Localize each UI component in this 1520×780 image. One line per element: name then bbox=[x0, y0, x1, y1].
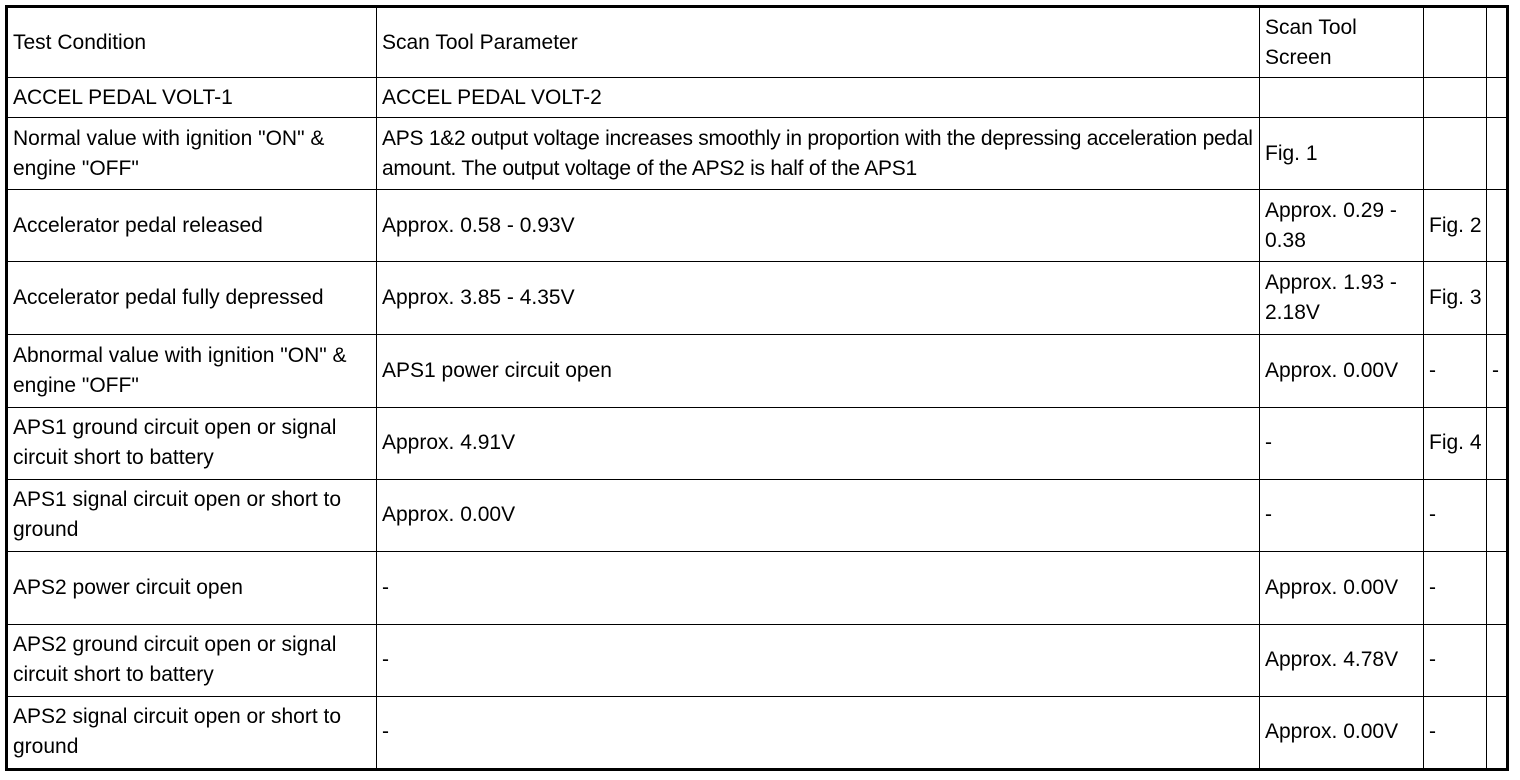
table-cell: - bbox=[1424, 479, 1487, 551]
table-cell bbox=[1487, 551, 1508, 624]
table-cell bbox=[1487, 624, 1508, 696]
table-cell: Approx. 0.00V bbox=[1260, 551, 1424, 624]
table-cell: - bbox=[1260, 407, 1424, 479]
table-cell: Fig. 3 bbox=[1424, 262, 1487, 335]
header-empty-col-5 bbox=[1487, 7, 1508, 78]
table-row bbox=[7, 262, 1508, 335]
scan-tool-table bbox=[5, 5, 1509, 771]
table-cell: - bbox=[377, 696, 1260, 769]
table-row bbox=[7, 118, 1508, 190]
table-row bbox=[7, 696, 1508, 769]
table-cell bbox=[1487, 118, 1508, 190]
table-cell bbox=[1487, 262, 1508, 335]
table-cell: ACCEL PEDAL VOLT-1 bbox=[7, 78, 377, 118]
header-test-condition: Test Condition bbox=[7, 7, 377, 78]
table-cell: APS 1&2 output voltage increases smoothly in proportion with the depressing acceleration pedal amount. The output voltage of the APS2 is half of the APS1 bbox=[377, 118, 1260, 190]
table-cell: Accelerator pedal fully depressed bbox=[7, 262, 377, 335]
table-cell: Approx. 0.58 - 0.93V bbox=[377, 190, 1260, 262]
table-cell: Approx. 0.00V bbox=[1260, 696, 1424, 769]
table-cell: APS2 ground circuit open or signal circuit short to battery bbox=[7, 624, 377, 696]
table-cell bbox=[1487, 78, 1508, 118]
table-cell: Fig. 2 bbox=[1424, 190, 1487, 262]
table-cell: - bbox=[377, 624, 1260, 696]
table-cell: - bbox=[377, 551, 1260, 624]
table-cell: Fig. 1 bbox=[1260, 118, 1424, 190]
header-scan-tool-parameter: Scan Tool Parameter bbox=[377, 7, 1260, 78]
table-row bbox=[7, 551, 1508, 624]
table-cell: Normal value with ignition "ON" & engine "OFF" bbox=[7, 118, 377, 190]
header-scan-tool-screen: Scan Tool Screen bbox=[1260, 7, 1424, 78]
table-cell bbox=[1487, 696, 1508, 769]
table-cell: - bbox=[1424, 624, 1487, 696]
table-cell: - bbox=[1260, 479, 1424, 551]
table-cell: Approx. 4.91V bbox=[377, 407, 1260, 479]
table-cell: Abnormal value with ignition "ON" & engine "OFF" bbox=[7, 335, 377, 407]
table-header-row bbox=[7, 7, 1508, 78]
table-cell: ACCEL PEDAL VOLT-2 bbox=[377, 78, 1260, 118]
table-cell bbox=[1487, 479, 1508, 551]
table-cell bbox=[1487, 190, 1508, 262]
table-cell: Approx. 0.29 - 0.38 bbox=[1260, 190, 1424, 262]
table-cell: Fig. 4 bbox=[1424, 407, 1487, 479]
table-cell bbox=[1487, 407, 1508, 479]
table-cell: Approx. 3.85 - 4.35V bbox=[377, 262, 1260, 335]
header-empty-col-4 bbox=[1424, 7, 1487, 78]
table-cell: APS1 ground circuit open or signal circuit short to battery bbox=[7, 407, 377, 479]
table-cell bbox=[1424, 118, 1487, 190]
table-cell: Approx. 0.00V bbox=[377, 479, 1260, 551]
table-cell: Accelerator pedal released bbox=[7, 190, 377, 262]
table-cell: Approx. 1.93 - 2.18V bbox=[1260, 262, 1424, 335]
table-row bbox=[7, 78, 1508, 118]
table-row bbox=[7, 479, 1508, 551]
table-row bbox=[7, 624, 1508, 696]
table-cell: APS1 power circuit open bbox=[377, 335, 1260, 407]
table-cell: Approx. 0.00V bbox=[1260, 335, 1424, 407]
table-cell: APS2 power circuit open bbox=[7, 551, 377, 624]
table-cell bbox=[1260, 78, 1424, 118]
table-row bbox=[7, 335, 1508, 407]
table-cell: Approx. 4.78V bbox=[1260, 624, 1424, 696]
table-cell: - bbox=[1424, 696, 1487, 769]
table-row bbox=[7, 190, 1508, 262]
table-cell: APS2 signal circuit open or short to ground bbox=[7, 696, 377, 769]
table-cell: - bbox=[1424, 335, 1487, 407]
table-cell: - bbox=[1424, 551, 1487, 624]
table-cell: APS1 signal circuit open or short to ground bbox=[7, 479, 377, 551]
table-row bbox=[7, 407, 1508, 479]
table-cell bbox=[1424, 78, 1487, 118]
table-cell: - bbox=[1487, 335, 1508, 407]
